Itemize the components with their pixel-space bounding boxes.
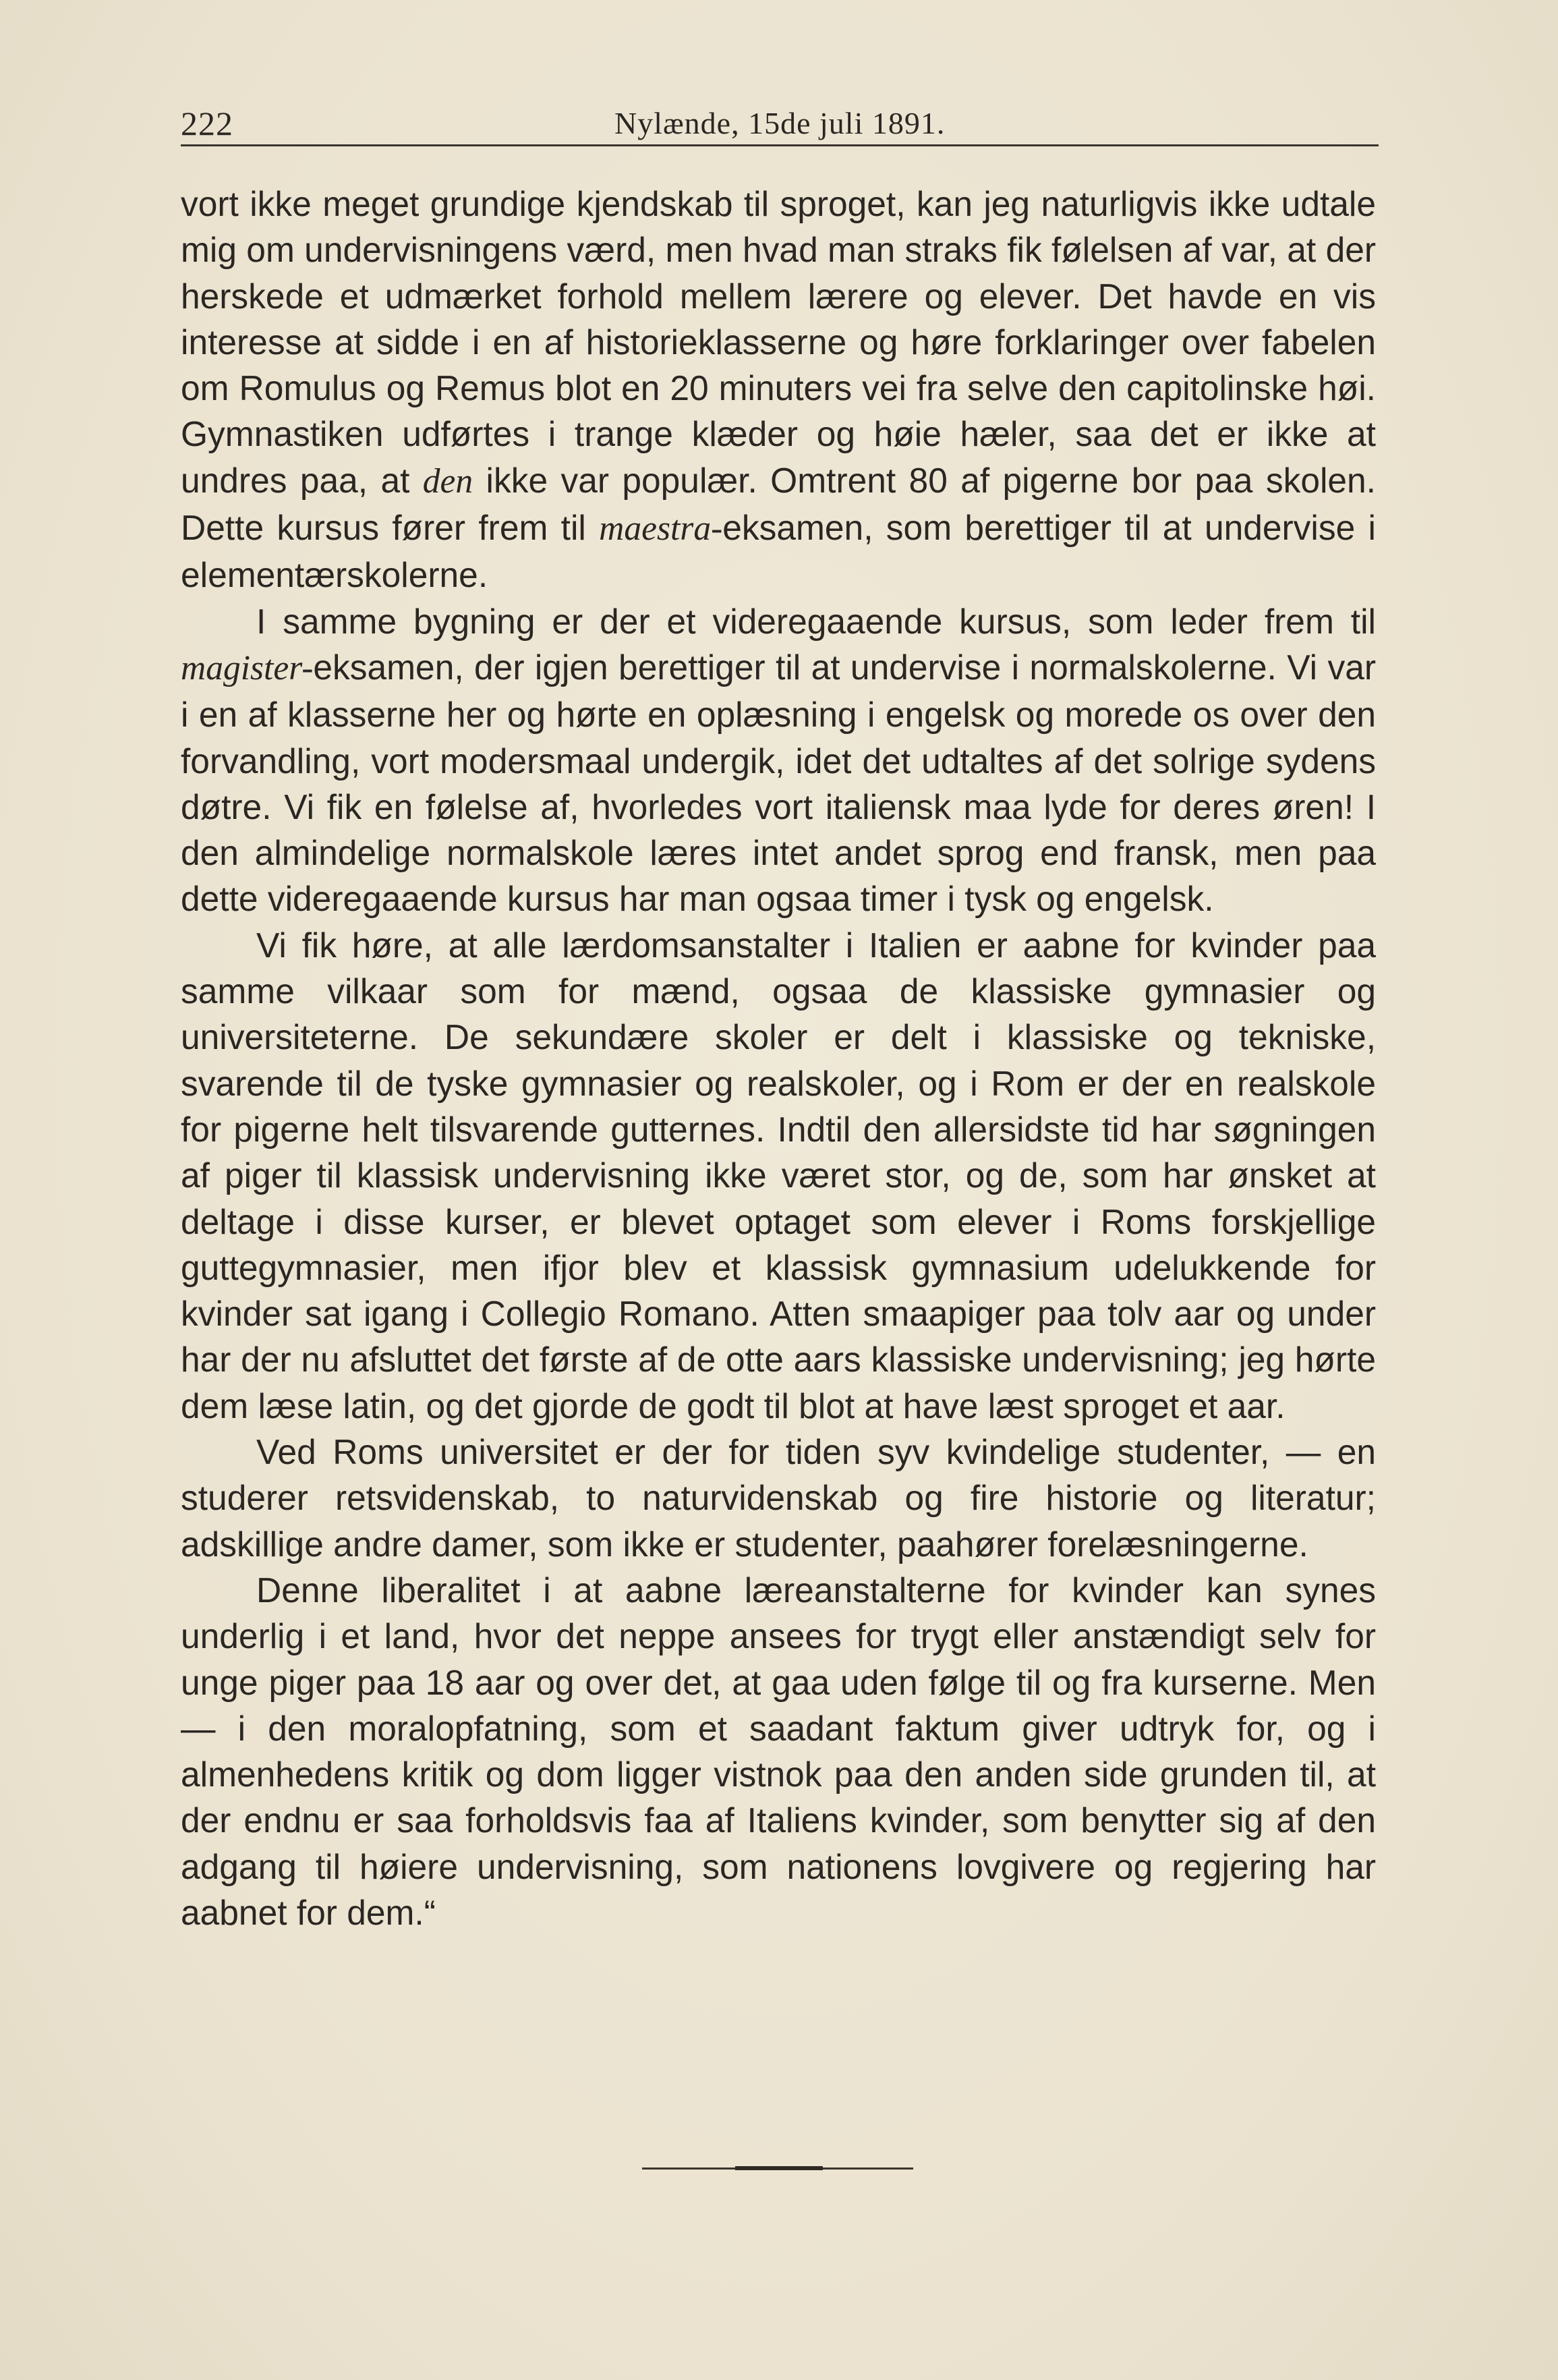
italic-text: maestra- [599,509,723,548]
page-number: 222 [181,105,233,142]
text-run: eksamen, som berettiger til at undervise i elementærskolerne. [181,508,1377,595]
text-run: eksamen, der igjen berettiger til at undervise i normalskolerne. Vi var i en af klasserne her og hørte en oplæsning i engelsk og morede os over den forvandling, vort modersmaal undergik, idet det udtaltes af det solrige sydens døtre. Vi fik en følelse af, hvorledes vort italiensk maa lyde for deres øren! I den almindelige normalskole læres intet andet sprog end fransk, men paa dette videregaaende kursus har man ogsaa timer i tysk og engelsk. [181,647,1376,919]
paragraph [181,922,1376,1429]
italic-text: den [422,461,473,501]
paragraph [181,1567,1376,1935]
text-run: Denne liberalitet i at aabne læreanstalterne for kvinder kan synes underlig i et land, hvor det neppe ansees for trygt eller anstændigt selv for unge piger paa 18 aar og over det, at gaa uden følge til og fra kurserne. Men — i den moralopfatning, som et saadant faktum giver udtryk for, og i almenhedens kritik og dom ligger vistnok paa den anden side grunden til, at der endnu er saa forholdsvis faa af Italiens kvinder, som benytter sig af den adgang til høiere undervisning, som nationens lovgivere og regjering har aabnet for dem.“ [181,1570,1376,1932]
italic-text: magister- [181,648,314,687]
text-run: vort ikke meget grundige kjendskab til sproget, kan jeg naturligvis ikke udtale mig om undervisningens værd, men hvad man straks fik følelsen af var, at der herskede et udmærket forhold mellem lærere og elever. Det havde en vis interesse at sidde i en af historieklasserne og høre forklaringer over fabelen om Romulus og Remus blot en 20 minuters vei fra selve den capitolinske høi. Gymnastiken udførtes i trange klæder og høie hæler, saa det er ikke at undres paa, at [181,184,1376,500]
paragraph [181,598,1376,922]
end-divider-center [735,2166,823,2170]
running-head: Nylænde, 15de juli 1891. [614,106,946,140]
page-header [181,100,1379,147]
header-rule [181,144,1379,146]
text-run: Ved Roms universitet er der for tiden syv kvindelige studenter, — en studerer retsvidenskab, to naturvidenskab og fire historie og literatur; adskillige andre damer, som ikke er studenter, paahører forelæsningerne. [181,1432,1376,1564]
text-run: ikke var populær. Omtrent 80 af pigerne bor paa skolen. Dette kursus fører frem til [181,460,1376,548]
paragraph [181,181,1376,598]
text-run: I samme bygning er der et videregaaende kursus, som leder frem til [256,601,1376,641]
text-run: Vi fik høre, at alle lærdomsanstalter i Italien er aabne for kvinder paa samme vilkaar som for mænd, ogsaa de klassiske gymnasier og universiteterne. De sekundære skoler er delt i klassiske og tekniske, svarende til de tyske gymnasier og realskoler, og i Rom er der en realskole for pigerne helt tilsvarende gutternes. Indtil den allersidste tid har søgningen af piger til klassisk undervisning ikke været stor, og de, som har ønsket at deltage i disse kurser, er blevet optaget som elever i Roms forskjellige guttegymnasier, men ifjor blev et klassisk gymnasium udelukkende for kvinder sat igang i Collegio Romano. Atten smaapiger paa tolv aar og under har der nu afsluttet det første af de otte aars klassiske undervisning; jeg hørte dem læse latin, og det gjorde de godt til blot at have læst sproget et aar. [181,925,1376,1425]
article-body [181,181,1376,1935]
paragraph [181,1429,1376,1567]
